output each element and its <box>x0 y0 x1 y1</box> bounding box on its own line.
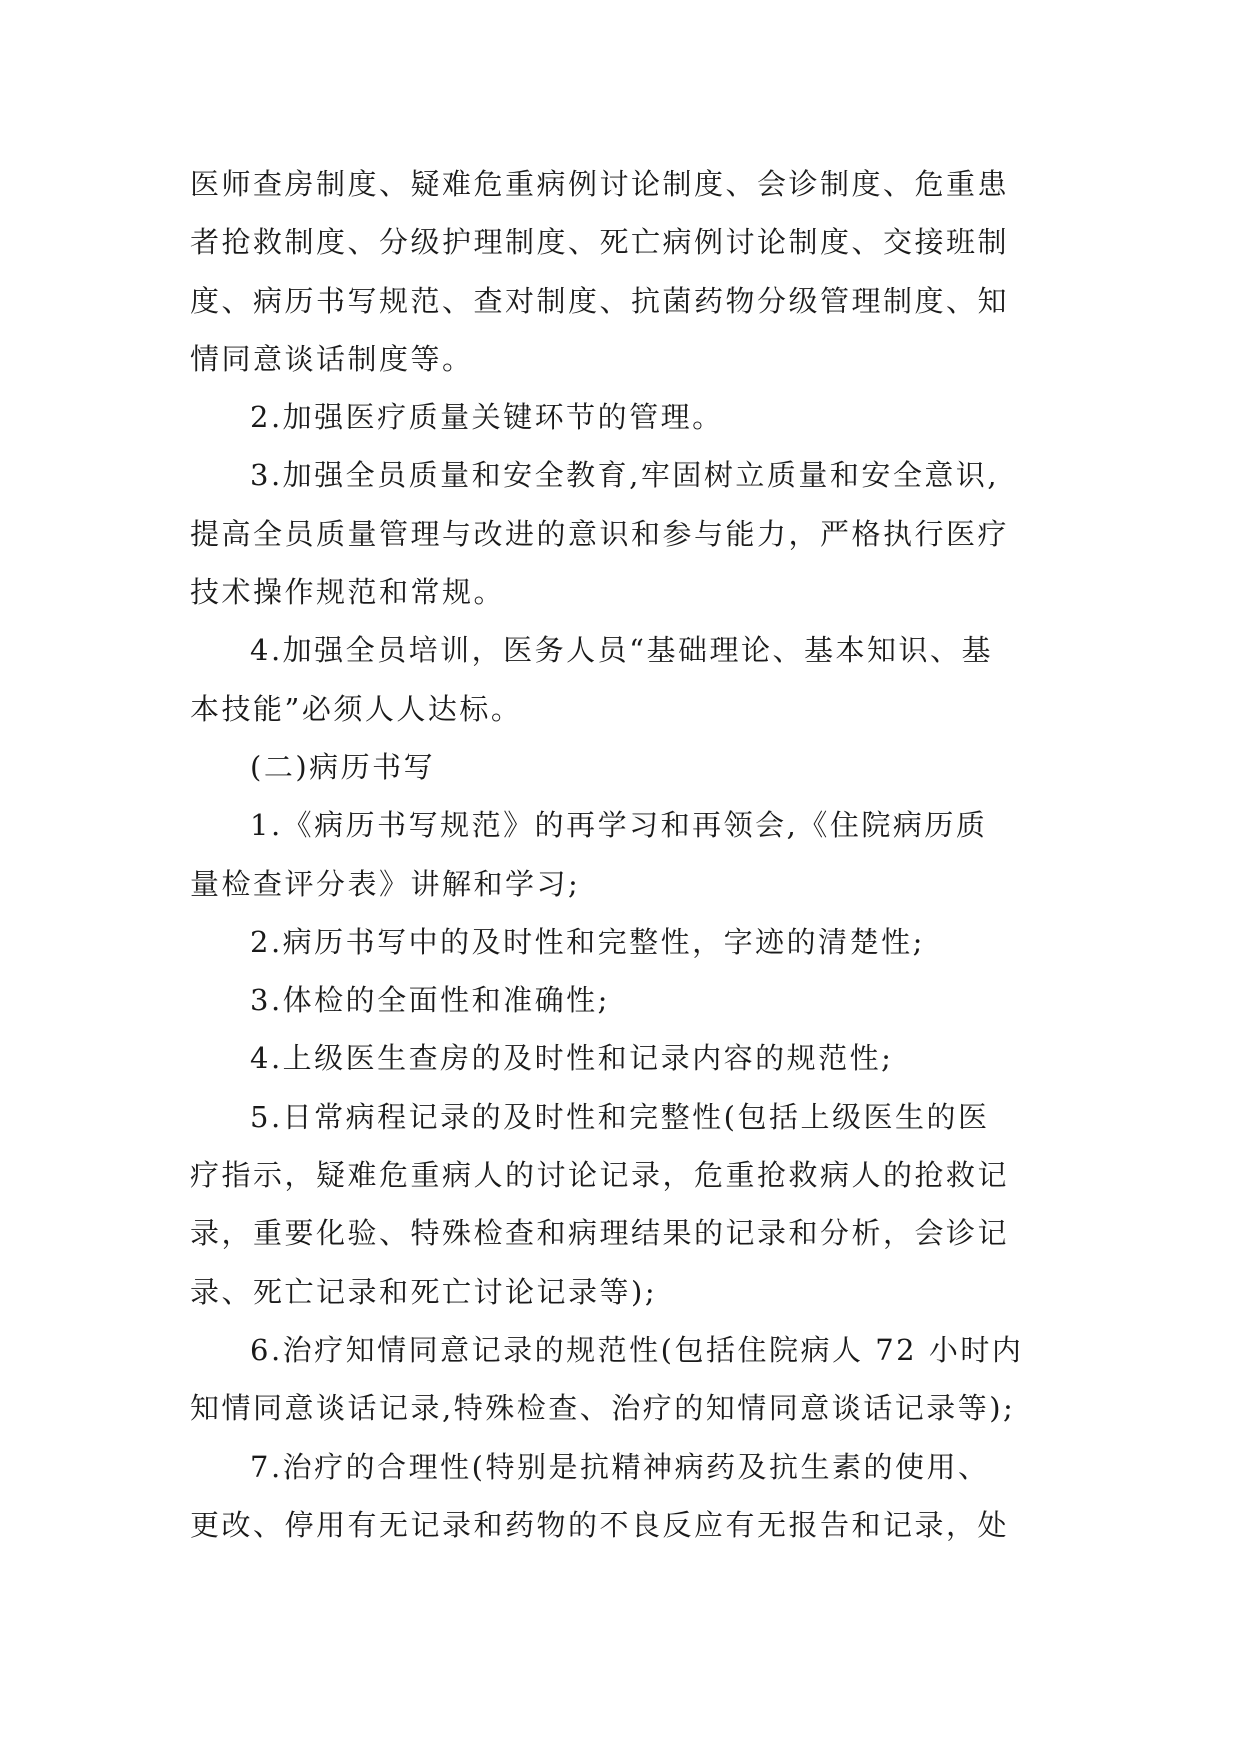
text-line: 3.体检的全面性和准确性; <box>250 983 610 1018</box>
text-line: 本技能”必须人人达标。 <box>190 691 523 726</box>
text-line: 医师查房制度、疑难危重病例讨论制度、会诊制度、危重患 <box>190 167 1010 201</box>
text-line: 2.病历书写中的及时性和完整性，字迹的清楚性; <box>250 924 925 959</box>
text-line: 1.《病历书写规范》的再学习和再领会,《住院病历质 <box>250 808 988 843</box>
text-line: 疗指示，疑难危重病人的讨论记录，危重抢救病人的抢救记 <box>190 1158 1010 1193</box>
text-line: 度、病历书写规范、查对制度、抗菌药物分级管理制度、知 <box>190 283 1010 318</box>
text-line: 6.治疗知情同意记录的规范性(包括住院病人 72 小时内 <box>250 1332 1024 1367</box>
text-line: 4.上级医生查房的及时性和记录内容的规范性; <box>250 1041 894 1076</box>
text-line: 提高全员质量管理与改进的意识和参与能力，严格执行医疗 <box>190 516 1010 551</box>
document-body <box>190 155 1050 1554</box>
text-line: 情同意谈话制度等。 <box>190 341 474 376</box>
text-line: 2.加强医疗质量关键环节的管理。 <box>250 400 724 435</box>
text-line: 技术操作规范和常规。 <box>190 575 506 610</box>
text-line: 3.加强全员质量和安全教育,牢固树立质量和安全意识, <box>250 458 1000 493</box>
text-line: 更改、停用有无记录和药物的不良反应有无报告和记录，处 <box>190 1507 1010 1542</box>
text-line: 5.日常病程记录的及时性和完整性(包括上级医生的医 <box>250 1099 990 1134</box>
text-line: 知情同意谈话记录,特殊检查、治疗的知情同意谈话记录等); <box>190 1391 1016 1426</box>
text-line: 7.治疗的合理性(特别是抗精神病药及抗生素的使用、 <box>250 1449 990 1484</box>
text-line: 者抢救制度、分级护理制度、死亡病例讨论制度、交接班制 <box>190 225 1010 260</box>
text-line: 录、死亡记录和死亡讨论记录等); <box>190 1274 658 1309</box>
text-line: 量检查评分表》讲解和学习; <box>190 866 581 901</box>
text-line: 录，重要化验、特殊检查和病理结果的记录和分析，会诊记 <box>190 1216 1010 1251</box>
text-line: 4.加强全员培训，医务人员“基础理论、基本知识、基 <box>250 633 993 668</box>
section-heading: (二)病历书写 <box>250 749 436 784</box>
